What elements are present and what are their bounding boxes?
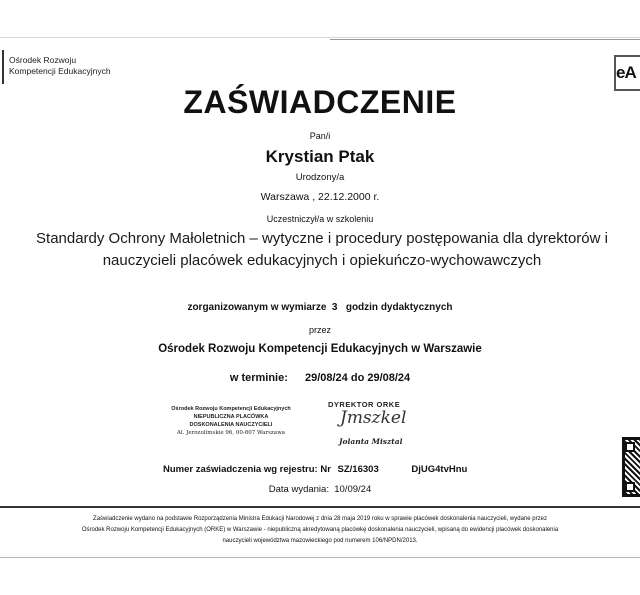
scan-edge-line — [330, 39, 640, 40]
logo-line: Kompetencji Edukacyjnych — [9, 66, 111, 76]
ea-logo-icon: eA — [616, 63, 636, 82]
scan-edge-line — [0, 37, 640, 38]
participated-label: Uczestniczył/a w szkoleniu — [266, 214, 374, 224]
director-title: DYREKTOR ORKE — [328, 400, 401, 409]
verification-code: DjUG4tvHnu — [411, 464, 468, 475]
director-name: Jolanta Misztal — [339, 437, 403, 446]
registry-value: SZ/16303 — [337, 464, 379, 475]
birth-place-date: Warszawa , 22.12.2000 r. — [260, 191, 380, 203]
hours-text: zorganizowanym w wymiarze 3 godzin dydaktycznych — [187, 302, 453, 313]
legal-footer — [0, 514, 640, 547]
certificate-title: ZAŚWIADCZENIE — [183, 84, 457, 120]
scan-edge-line — [0, 557, 640, 558]
registry-label: Numer zaświadczenia wg rejestru: Nr — [163, 464, 331, 475]
dates-label: w terminie: — [229, 372, 288, 384]
footer-separator — [0, 506, 640, 508]
orke-logo — [9, 55, 111, 77]
course-title-line: nauczycieli placówek edukacyjnych i opiekuńczo-wychowawczych — [102, 252, 542, 269]
stamp-line: DOSKONALENIA NAUCZYCIELI — [189, 422, 273, 428]
training-dates — [0, 372, 640, 384]
institution-stamp — [166, 405, 296, 437]
qr-finder — [625, 442, 635, 452]
stamp-line: Ośrodek Rozwoju Kompetencji Edukacyjnych — [171, 406, 291, 412]
participant-name: Krystian Ptak — [265, 147, 375, 166]
footer-line: Zaświadczenie wydano na podstawie Rozporządzenia Ministra Edukacji Narodowej z dnia 28 maja 2019 roku w sprawie placówek doskonalenia nauczycieli, wydane przez — [93, 516, 547, 522]
stamp-line: NIEPUBLICZNA PLACÓWKA — [193, 414, 269, 420]
logo-bar — [2, 50, 4, 84]
registry-number — [163, 464, 467, 475]
course-title — [0, 228, 640, 272]
qr-finder — [625, 482, 635, 492]
footer-line: nauczycieli województwa mazowieckiego pod numerem 106/NPDN/2013. — [222, 538, 418, 544]
course-title-line: Standardy Ochrony Małoletnich – wytyczne i procedury postępowania dla dyrektorów i — [36, 230, 608, 247]
dates-value: 29/08/24 do 29/08/24 — [304, 372, 411, 384]
handwritten-signature: Jmszkel — [340, 408, 407, 428]
organizer: Ośrodek Rozwoju Kompetencji Edukacyjnych w Warszawie — [158, 343, 482, 355]
stamp-line: Al. Jerozolimskie 96, 00-807 Warszawa — [176, 430, 286, 436]
salutation: Pan/i — [309, 131, 331, 141]
born-label: Urodzony/a — [295, 172, 345, 183]
issue-date: Data wydania: 10/09/24 — [268, 484, 372, 495]
qr-code-icon — [622, 437, 640, 497]
footer-line: Ośrodek Rozwoju Kompetencji Edukacyjnych (ORKE) w Warszawie - niepubliczną akredytowaną placówkę doskonalenia nauczycieli, wpisaną do ewidencji placówek doskonalenia — [81, 527, 559, 533]
logo-line: Ośrodek Rozwoju — [9, 55, 77, 65]
by-label: przez — [308, 325, 331, 335]
